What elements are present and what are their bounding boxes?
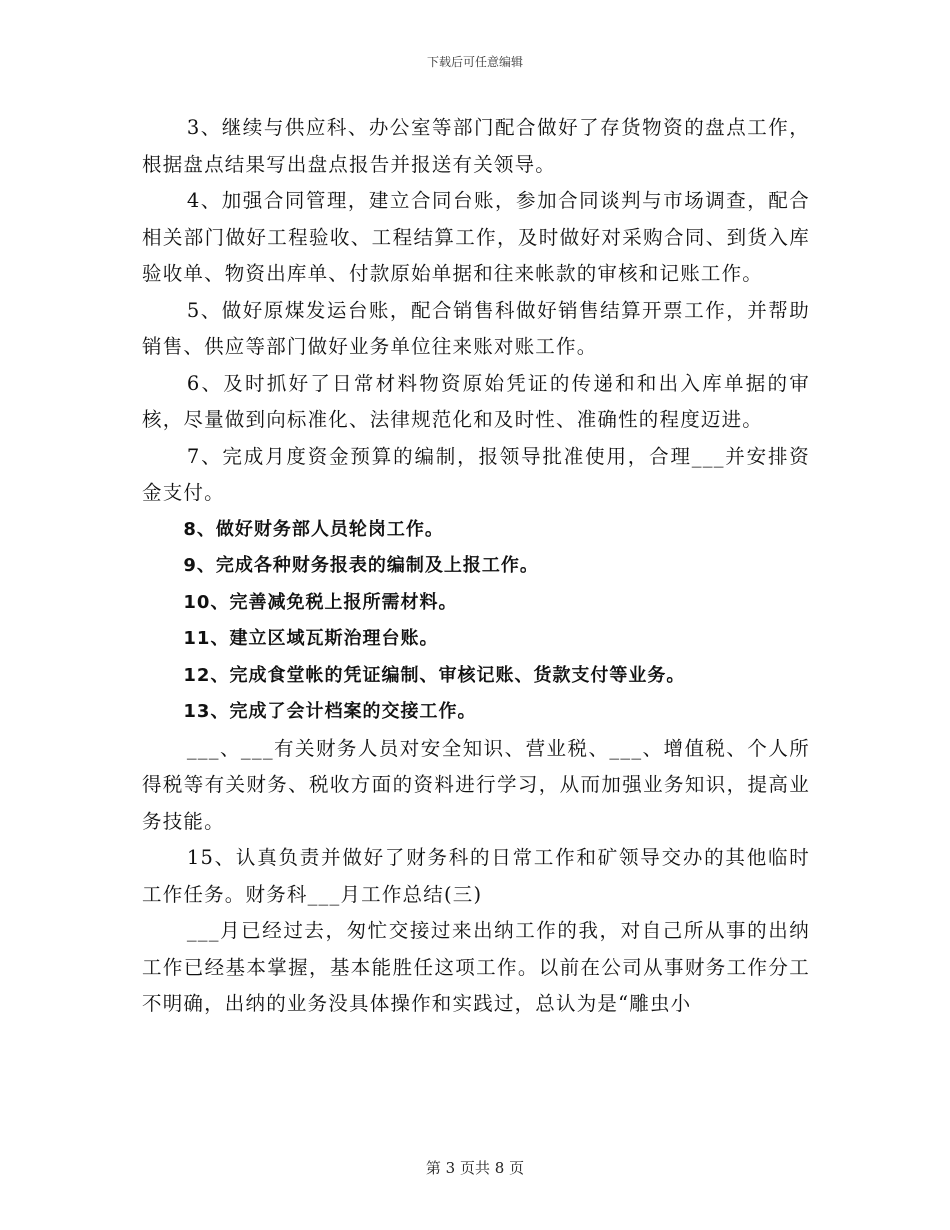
document-body: [142, 110, 810, 1023]
paragraph-3: 3、继续与供应科、办公室等部门配合做好了存货物资的盘点工作，根据盘点结果写出盘点报告并报送有关领导。: [142, 116, 810, 176]
paragraph-6: 6、及时抓好了日常材料物资原始凭证的传递和和出入库单据的审核，尽量做到向标准化、法律规范化和及时性、准确性的程度迈进。: [142, 371, 810, 431]
paragraph-14: ___、___有关财务人员对安全知识、营业税、___、增值税、个人所得税等有关财务、税收方面的资料进行学习，从而加强业务知识，提高业务技能。: [142, 736, 810, 833]
paragraph-15: 15、认真负责并做好了财务科的日常工作和矿领导交办的其他临时工作任务。财务科___月工作总结(三): [142, 846, 810, 906]
paragraph-16: ___月已经过去，匆忙交接过来出纳工作的我，对自己所从事的出纳工作已经基本掌握，基本能胜任这项工作。以前在公司从事财务工作分工不明确，出纳的业务没具体操作和实践过，总认为是“雕虫小: [142, 919, 810, 1015]
paragraph-10: 10、完善减免税上报所需材料。: [183, 591, 458, 613]
page-footer: 第 3 页共 8 页: [425, 1159, 525, 1177]
paragraph-5: 5、做好原煤发运台账，配合销售科做好销售结算开票工作，并帮助销售、供应等部门做好业务单位往来账对账工作。: [142, 298, 810, 358]
paragraph-12: 12、完成食堂帐的凭证编制、审核记账、货款支付等业务。: [183, 664, 686, 686]
paragraph-4: 4、加强合同管理，建立合同台账，参加合同谈判与市场调查，配合相关部门做好工程验收、工程结算工作，及时做好对采购合同、到货入库验收单、物资出库单、付款原始单据和往来帐款的审核和记账工作。: [142, 189, 810, 285]
page-header: 下载后可任意编辑: [426, 55, 523, 69]
paragraph-8: 8、做好财务部人员轮岗工作。: [183, 518, 444, 540]
paragraph-9: 9、完成各种财务报表的编制及上报工作。: [183, 555, 539, 576]
paragraph-7: 7、完成月度资金预算的编制，报领导批准使用，合理___并安排资金支付。: [142, 444, 810, 504]
paragraph-13: 13、完成了会计档案的交接工作。: [183, 701, 477, 722]
paragraph-11: 11、建立区域瓦斯治理台账。: [183, 628, 439, 649]
